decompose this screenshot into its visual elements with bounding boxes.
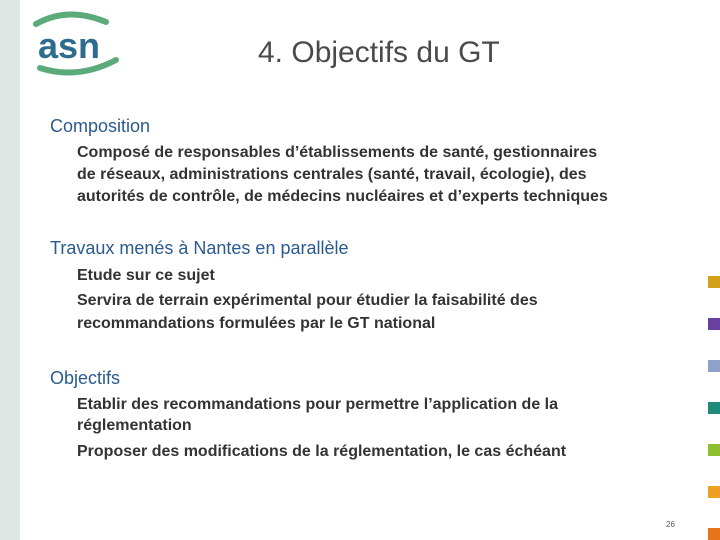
objectifs-line-3: Proposer des modifications de la réglementation, le cas échéant (77, 443, 567, 460)
slide-title: 4. Objectifs du GT (258, 36, 500, 69)
travaux-line-1: Etude sur ce sujet (77, 267, 215, 284)
logo-text: asn (38, 25, 101, 66)
section-heading-composition: Composition (50, 116, 151, 136)
side-marker-3 (708, 360, 720, 372)
objectifs-line-2: réglementation (77, 417, 192, 434)
left-decorative-band (0, 0, 20, 540)
objectifs-line-1: Etablir des recommandations pour permettre l’application de la (77, 396, 558, 413)
side-marker-6 (708, 486, 720, 498)
section-heading-travaux: Travaux menés à Nantes en parallèle (50, 238, 349, 258)
asn-logo (28, 10, 128, 80)
travaux-line-3: recommandations formulées par le GT national (77, 315, 436, 332)
side-marker-2 (708, 318, 720, 330)
page-number: 26 (666, 520, 675, 529)
section-heading-objectifs: Objectifs (50, 368, 121, 388)
side-marker-7 (708, 528, 720, 540)
logo-swoosh-top (36, 14, 106, 24)
side-marker-4 (708, 402, 720, 414)
composition-line-3: autorités de contrôle, de médecins nucléaires et d’experts techniques (77, 188, 608, 205)
composition-line-1: Composé de responsables d’établissements de santé, gestionnaires (77, 144, 598, 161)
side-marker-5 (708, 444, 720, 456)
composition-line-2: de réseaux, administrations centrales (santé, travail, écologie), des (77, 166, 587, 183)
side-marker-1 (708, 276, 720, 288)
travaux-line-2: Servira de terrain expérimental pour étudier la faisabilité des (77, 292, 538, 309)
